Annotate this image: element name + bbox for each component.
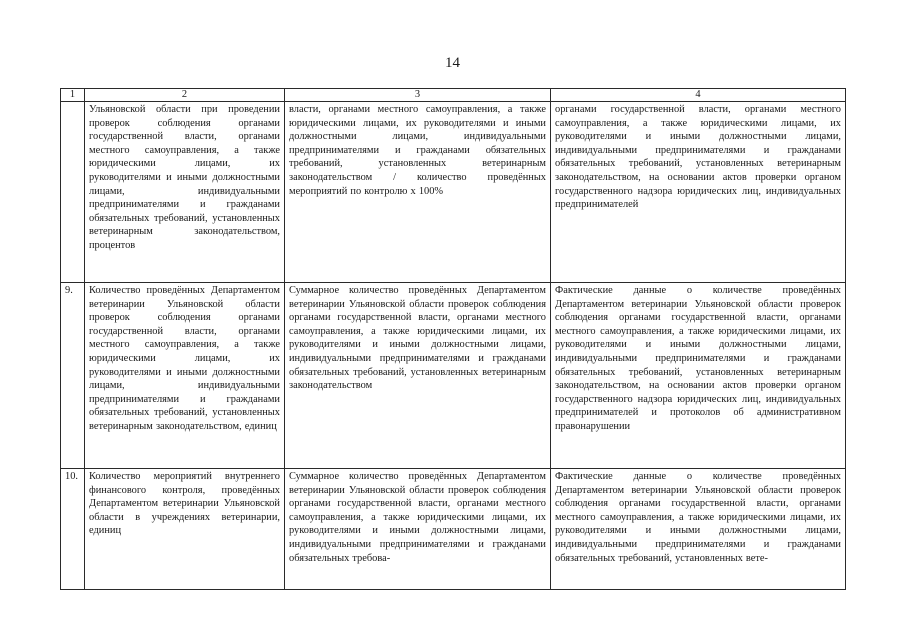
indicator-name-text: Ульяновской области при проведении проверок соблюдения органами государственной власти, органами местного самоуправления, а также юридическими лицами, их руководителями и иными должностными лицами, индивидуальными предпринимателями и гражданами обязательных требований, установленных ветеринарным законодательством, процентов [89,104,280,251]
row-number: 10. [61,469,85,590]
column-number-4: 4 [551,89,846,102]
data-source-text: Фактические данные о количестве проведённых Департаментом ветеринарии Ульяновской области проверок соблюдения органами государственной власти, органами местного самоуправления, а также юридическими лицами, их руководителями и иными должностными лицами, индивидуальными предпринимателями и гражданами обязательных требований, установленных ветеринарным законодательством, на основании актов проверки органом государственного надзора юридических лиц, индивидуальных предпринимателей и протоколов об административном правонарушении [555,285,841,432]
column-number-3: 3 [285,89,551,102]
data-source-text: Фактические данные о количестве проведённых Департаментом ветеринарии Ульяновской области проверок соблюдения органами государственной власти, органами местного самоуправления, а также юридическими лицами, их руководителями и иными должностными лицами, индивидуальными предпринимателями и гражданами обязательных требований, установленных вете- [555,471,841,564]
calculation-method-text: Суммарное количество проведённых Департаментом ветеринарии Ульяновской области проверок соблюдения органами государственной власти, органами местного самоуправления, а также юридическими лицами, их руководителями и иными должностными лицами, индивидуальными предпринимателями и гражданами обязательных требова- [289,471,546,564]
indicator-name-cell [85,102,285,283]
data-source-cell [551,102,846,283]
column-number-1: 1 [61,89,85,102]
column-number-2: 2 [85,89,285,102]
data-source-cell [551,283,846,469]
indicator-name-text: Количество мероприятий внутреннего финансового контроля, проведённых Департаментом ветеринарии Ульяновской области в учреждениях ветеринарии, единиц [89,471,280,537]
indicator-name-text: Количество проведённых Департаментом ветеринарии Ульяновской области проверок соблюдения органами государственной власти, органами местного самоуправления, а также юридическими лицами, их руководителями и иными должностными лицами, индивидуальными предпринимателями и гражданами обязательных требований, установленных ветеринарным законодательством, единиц [89,285,280,432]
document-table [60,88,846,590]
data-source-text: органами государственной власти, органами местного самоуправления, а также юридическими лицами, их руководителями и иными должностными лицами, индивидуальными предпринимателями и гражданами обязательных требований, установленных ветеринарным законодательством, на основании актов проверки органом государственного надзора юридических лиц, индивидуальных предпринимателей [555,104,841,211]
page-number: 14 [445,55,460,71]
row-number: 9. [61,283,85,469]
calculation-method-text: Суммарное количество проведённых Департаментом ветеринарии Ульяновской области проверок соблюдения органами государственной власти, органами местного самоуправления, а также юридическими лицами, их руководителями и иными должностными лицами, индивидуальными предпринимателями и гражданами обязательных требований, установленных ветеринарным законодательством [289,285,546,392]
row-number [61,102,85,283]
table-row [61,102,846,283]
table-row [61,469,846,590]
table-row [61,283,846,469]
calculation-method-text: власти, органами местного самоуправления, а также юридическими лицами, их руководителями и иными должностными лицами, индивидуальными предпринимателями и гражданами обязательных требований, установленных ветеринарным законодательством / количество проведённых мероприятий по контролю х 100% [289,104,546,197]
indicator-name-cell [85,283,285,469]
calculation-method-cell [285,283,551,469]
table-header-row [61,89,846,102]
indicator-name-cell [85,469,285,590]
calculation-method-cell [285,102,551,283]
data-source-cell [551,469,846,590]
calculation-method-cell [285,469,551,590]
